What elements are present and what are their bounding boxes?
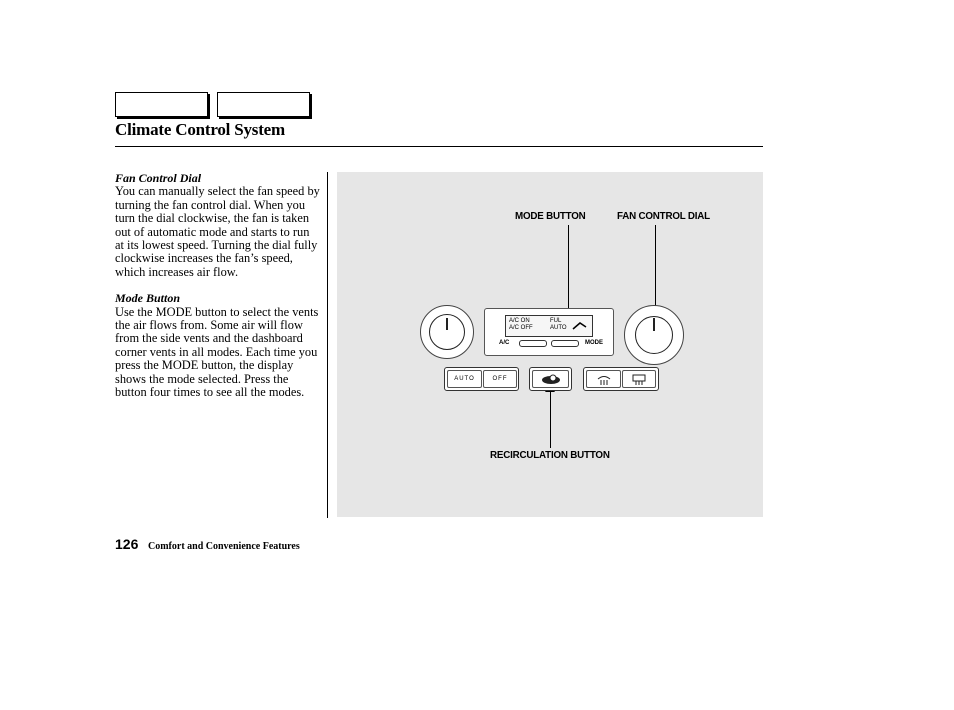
airflow-icon [572, 319, 588, 333]
mode-button [551, 340, 579, 347]
recirculation-button-face [532, 370, 569, 388]
fan-control-dial-callout: FAN CONTROL DIAL [617, 211, 710, 222]
rear-defrost-icon [632, 374, 646, 386]
text-column [115, 172, 321, 413]
climate-panel-figure [337, 172, 763, 517]
off-button: OFF [483, 370, 517, 388]
front-defrost-icon [597, 374, 611, 386]
title-divider [115, 146, 763, 147]
page-number: 126 [115, 536, 139, 552]
mode-label: MODE [585, 340, 603, 346]
display-screen [505, 315, 593, 337]
display-panel [484, 308, 614, 356]
left-knob-pointer [446, 318, 448, 330]
fan-dial-pointer [653, 318, 655, 331]
fan-control-dial [624, 305, 684, 365]
fan-control-dial-heading: Fan Control Dial [115, 171, 202, 185]
display-ac-on-text: A/C ON [509, 318, 530, 324]
recirculation-button-leader [550, 390, 551, 448]
defrost-button-group [583, 367, 659, 391]
display-full-text: FUL [550, 318, 562, 324]
mode-button-heading: Mode Button [115, 291, 181, 306]
display-ac-off-text: A/C OFF [509, 325, 533, 331]
display-ac-status [509, 318, 533, 332]
fan-control-dial-paragraph: You can manually select the fan speed by turning the fan control dial. When you turn the dial clockwise, the fan is taken out of automatic mode and starts to run at its lowest speed. Turning the dial fully clockwise increases the fan’s speed, which increases air flow. [115, 184, 320, 279]
recirculation-icon [540, 372, 562, 386]
auto-button: AUTO [447, 370, 482, 388]
display-auto-text: AUTO [550, 325, 567, 331]
rear-defrost-button [622, 370, 656, 388]
page-title: Climate Control System [115, 120, 285, 139]
footer-section-title: Comfort and Convenience Features [148, 541, 300, 552]
display-mode-status [550, 318, 567, 332]
header-tab-1 [115, 92, 208, 117]
ac-button [519, 340, 547, 347]
front-defrost-button [586, 370, 621, 388]
left-temperature-knob [420, 305, 474, 359]
column-divider [327, 172, 328, 518]
header-tab-2 [217, 92, 310, 117]
recirculation-button-callout: RECIRCULATION BUTTON [490, 450, 610, 461]
auto-off-button-group [444, 367, 519, 391]
mode-button-paragraph: Use the MODE button to select the vents the air flows from. Some air will flow from the side vents and the dashboard corner vents in all modes. Each time you press the MODE button, the display shows the mode selected. Press the button four times to see all the modes. [115, 304, 319, 400]
mode-button-callout: MODE BUTTON [515, 211, 586, 222]
recirculation-button [529, 367, 572, 391]
fan-control-dial-leader [655, 225, 656, 315]
ac-label: A/C [499, 340, 510, 346]
